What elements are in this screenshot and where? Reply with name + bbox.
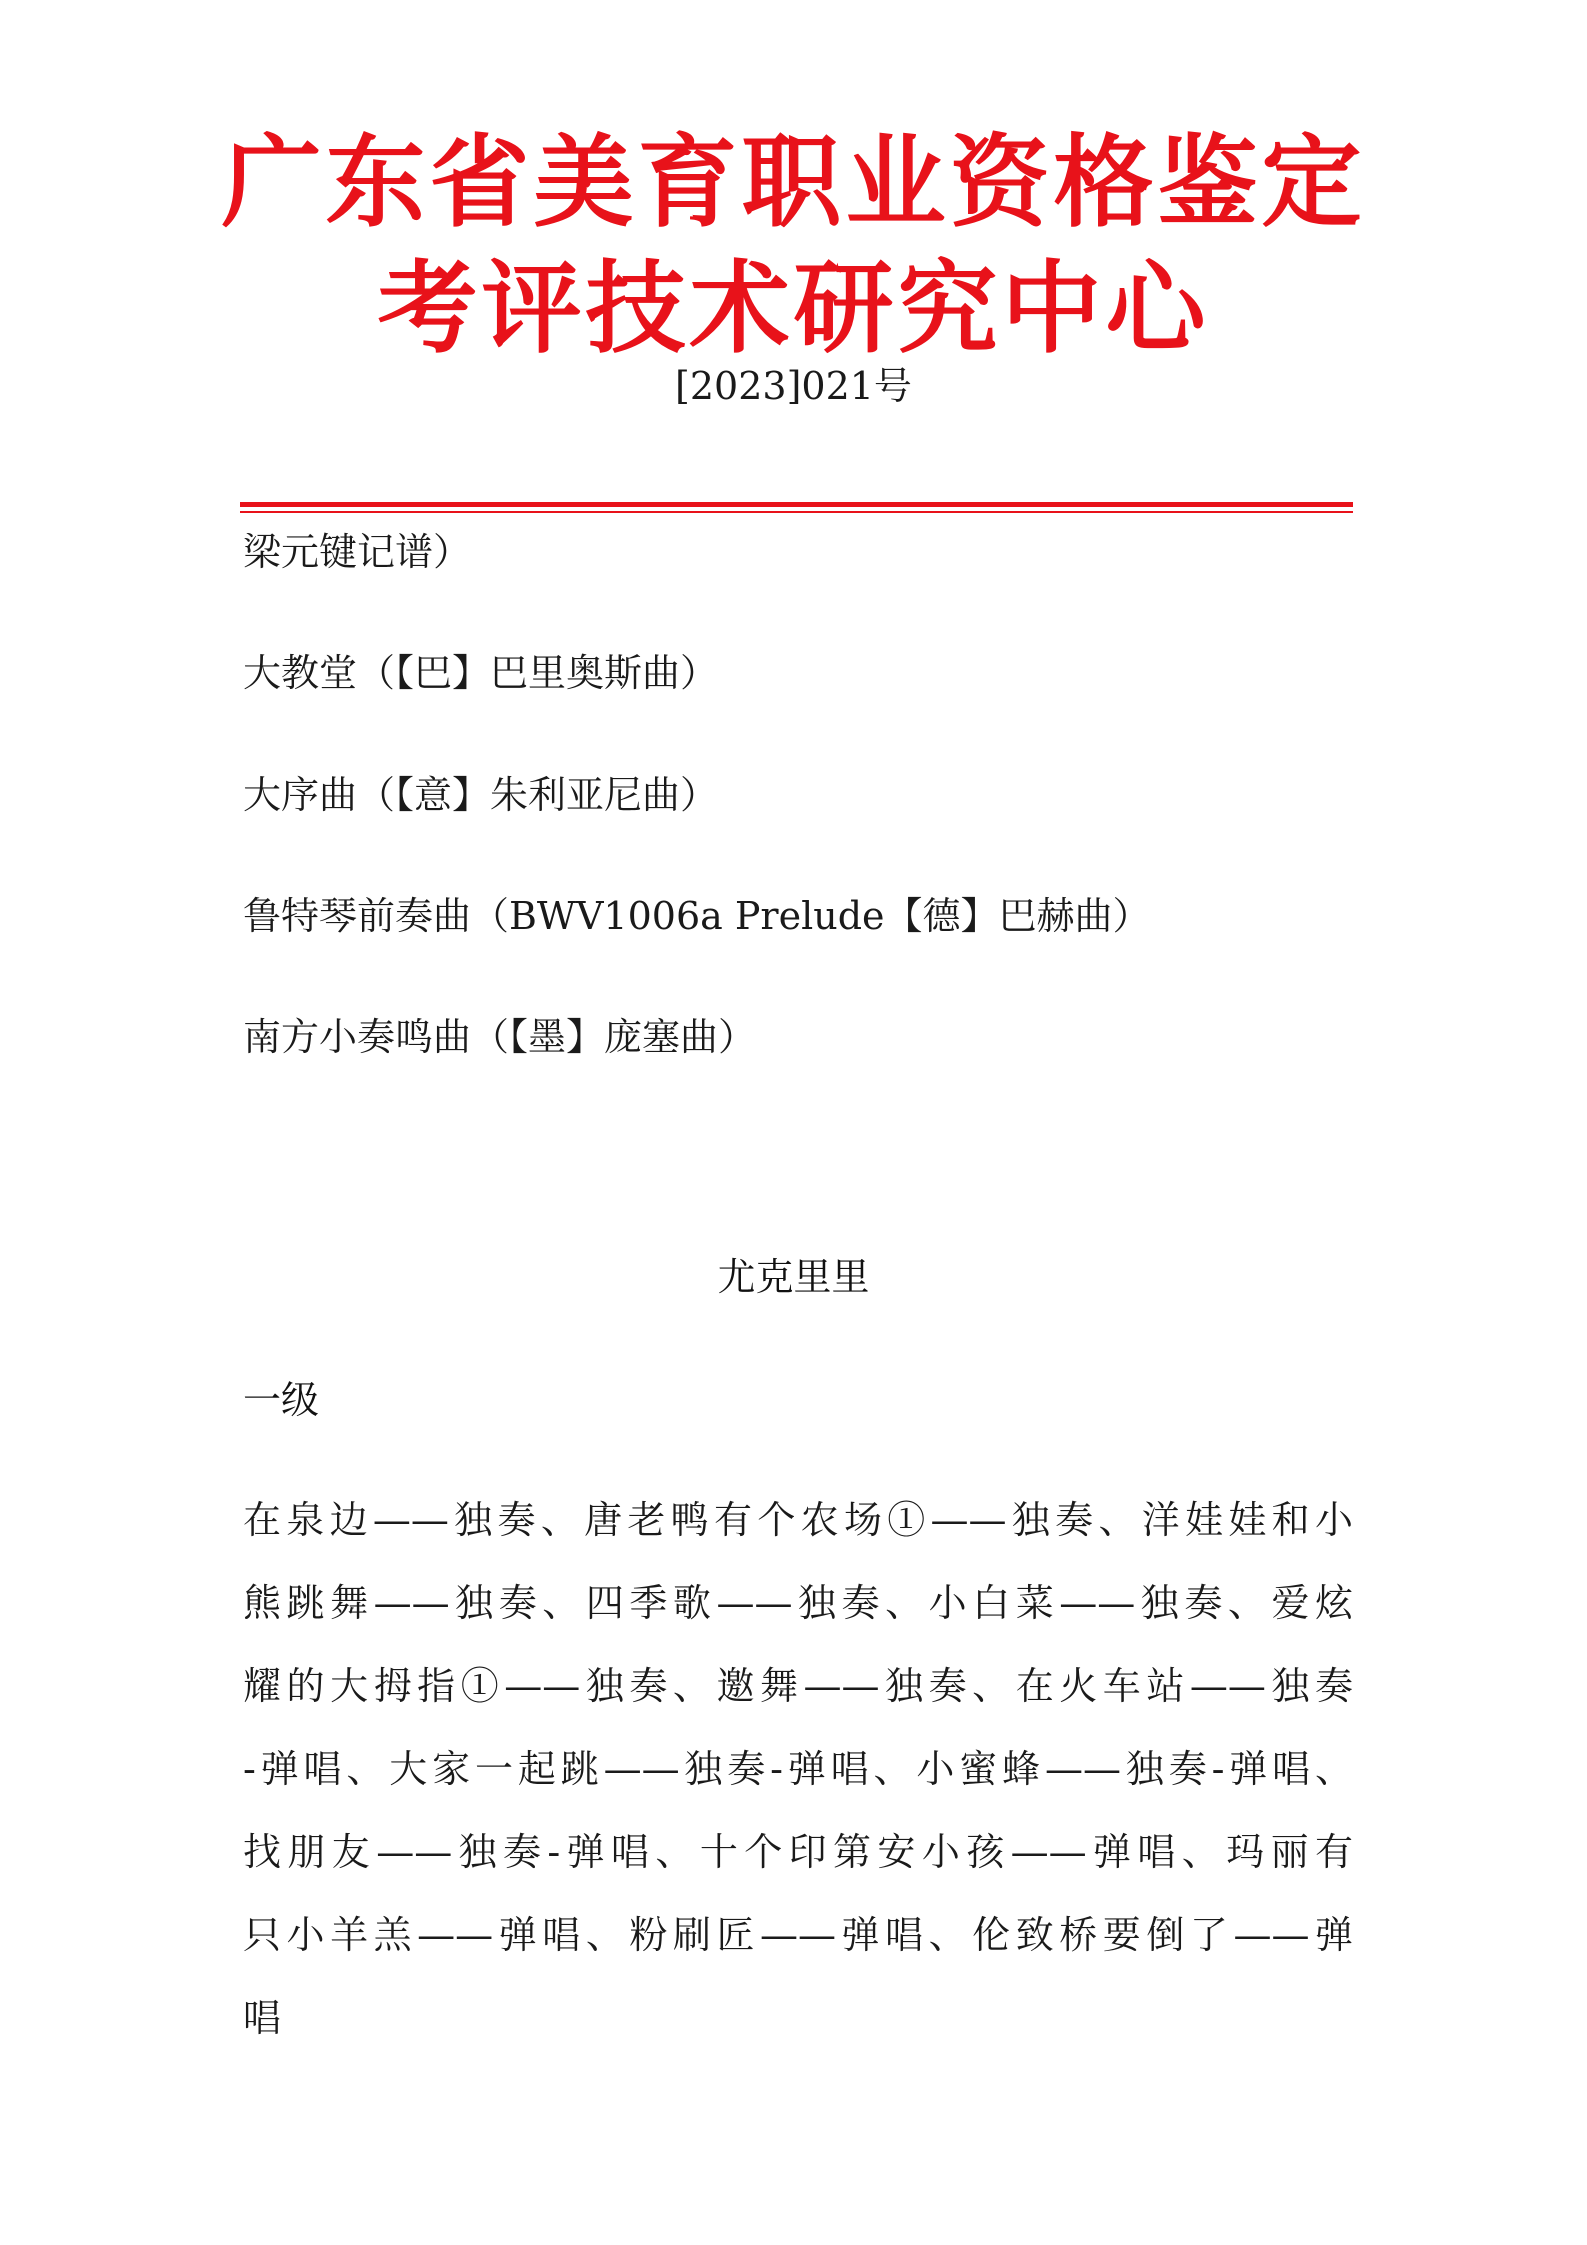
paragraph-line: -弹唱、大家一起跳——独奏-弹唱、小蜜蜂——独奏-弹唱、: [243, 1747, 1353, 1791]
header-divider-thin: [240, 511, 1353, 513]
paragraph-line: 找朋友——独奏-弹唱、十个印第安小孩——弹唱、玛丽有: [243, 1830, 1353, 1874]
list-item: 大序曲（【意】朱利亚尼曲）: [243, 773, 719, 817]
header-title-line1: 广东省美育职业资格鉴定: [221, 123, 1366, 241]
paragraph-line: 耀的大拇指①——独奏、邀舞——独奏、在火车站——独奏: [243, 1664, 1353, 1708]
paragraph-line: 在泉边——独奏、唐老鸭有个农场①——独奏、洋娃娃和小: [243, 1498, 1353, 1542]
list-item: 南方小奏鸣曲（【墨】庞塞曲）: [243, 1015, 757, 1059]
level-title: 一级: [243, 1378, 320, 1422]
list-item: 梁元键记谱）: [243, 530, 472, 574]
header-title-line2: 考评技术研究中心: [377, 249, 1210, 367]
list-item: 大教堂（【巴】巴里奥斯曲）: [243, 651, 719, 695]
section-title: 尤克里里: [717, 1255, 870, 1299]
paragraph-line: 只小羊羔——弹唱、粉刷匠——弹唱、伦致桥要倒了——弹: [243, 1913, 1353, 1957]
paragraph-line: 唱: [243, 1996, 282, 2040]
header-divider-thick: [240, 502, 1353, 507]
document-number: [2023]021号: [675, 364, 912, 408]
list-item: 鲁特琴前奏曲（BWV1006a Prelude【德】巴赫曲）: [243, 894, 1151, 938]
paragraph-line: 熊跳舞——独奏、四季歌——独奏、小白菜——独奏、爱炫: [243, 1581, 1353, 1625]
